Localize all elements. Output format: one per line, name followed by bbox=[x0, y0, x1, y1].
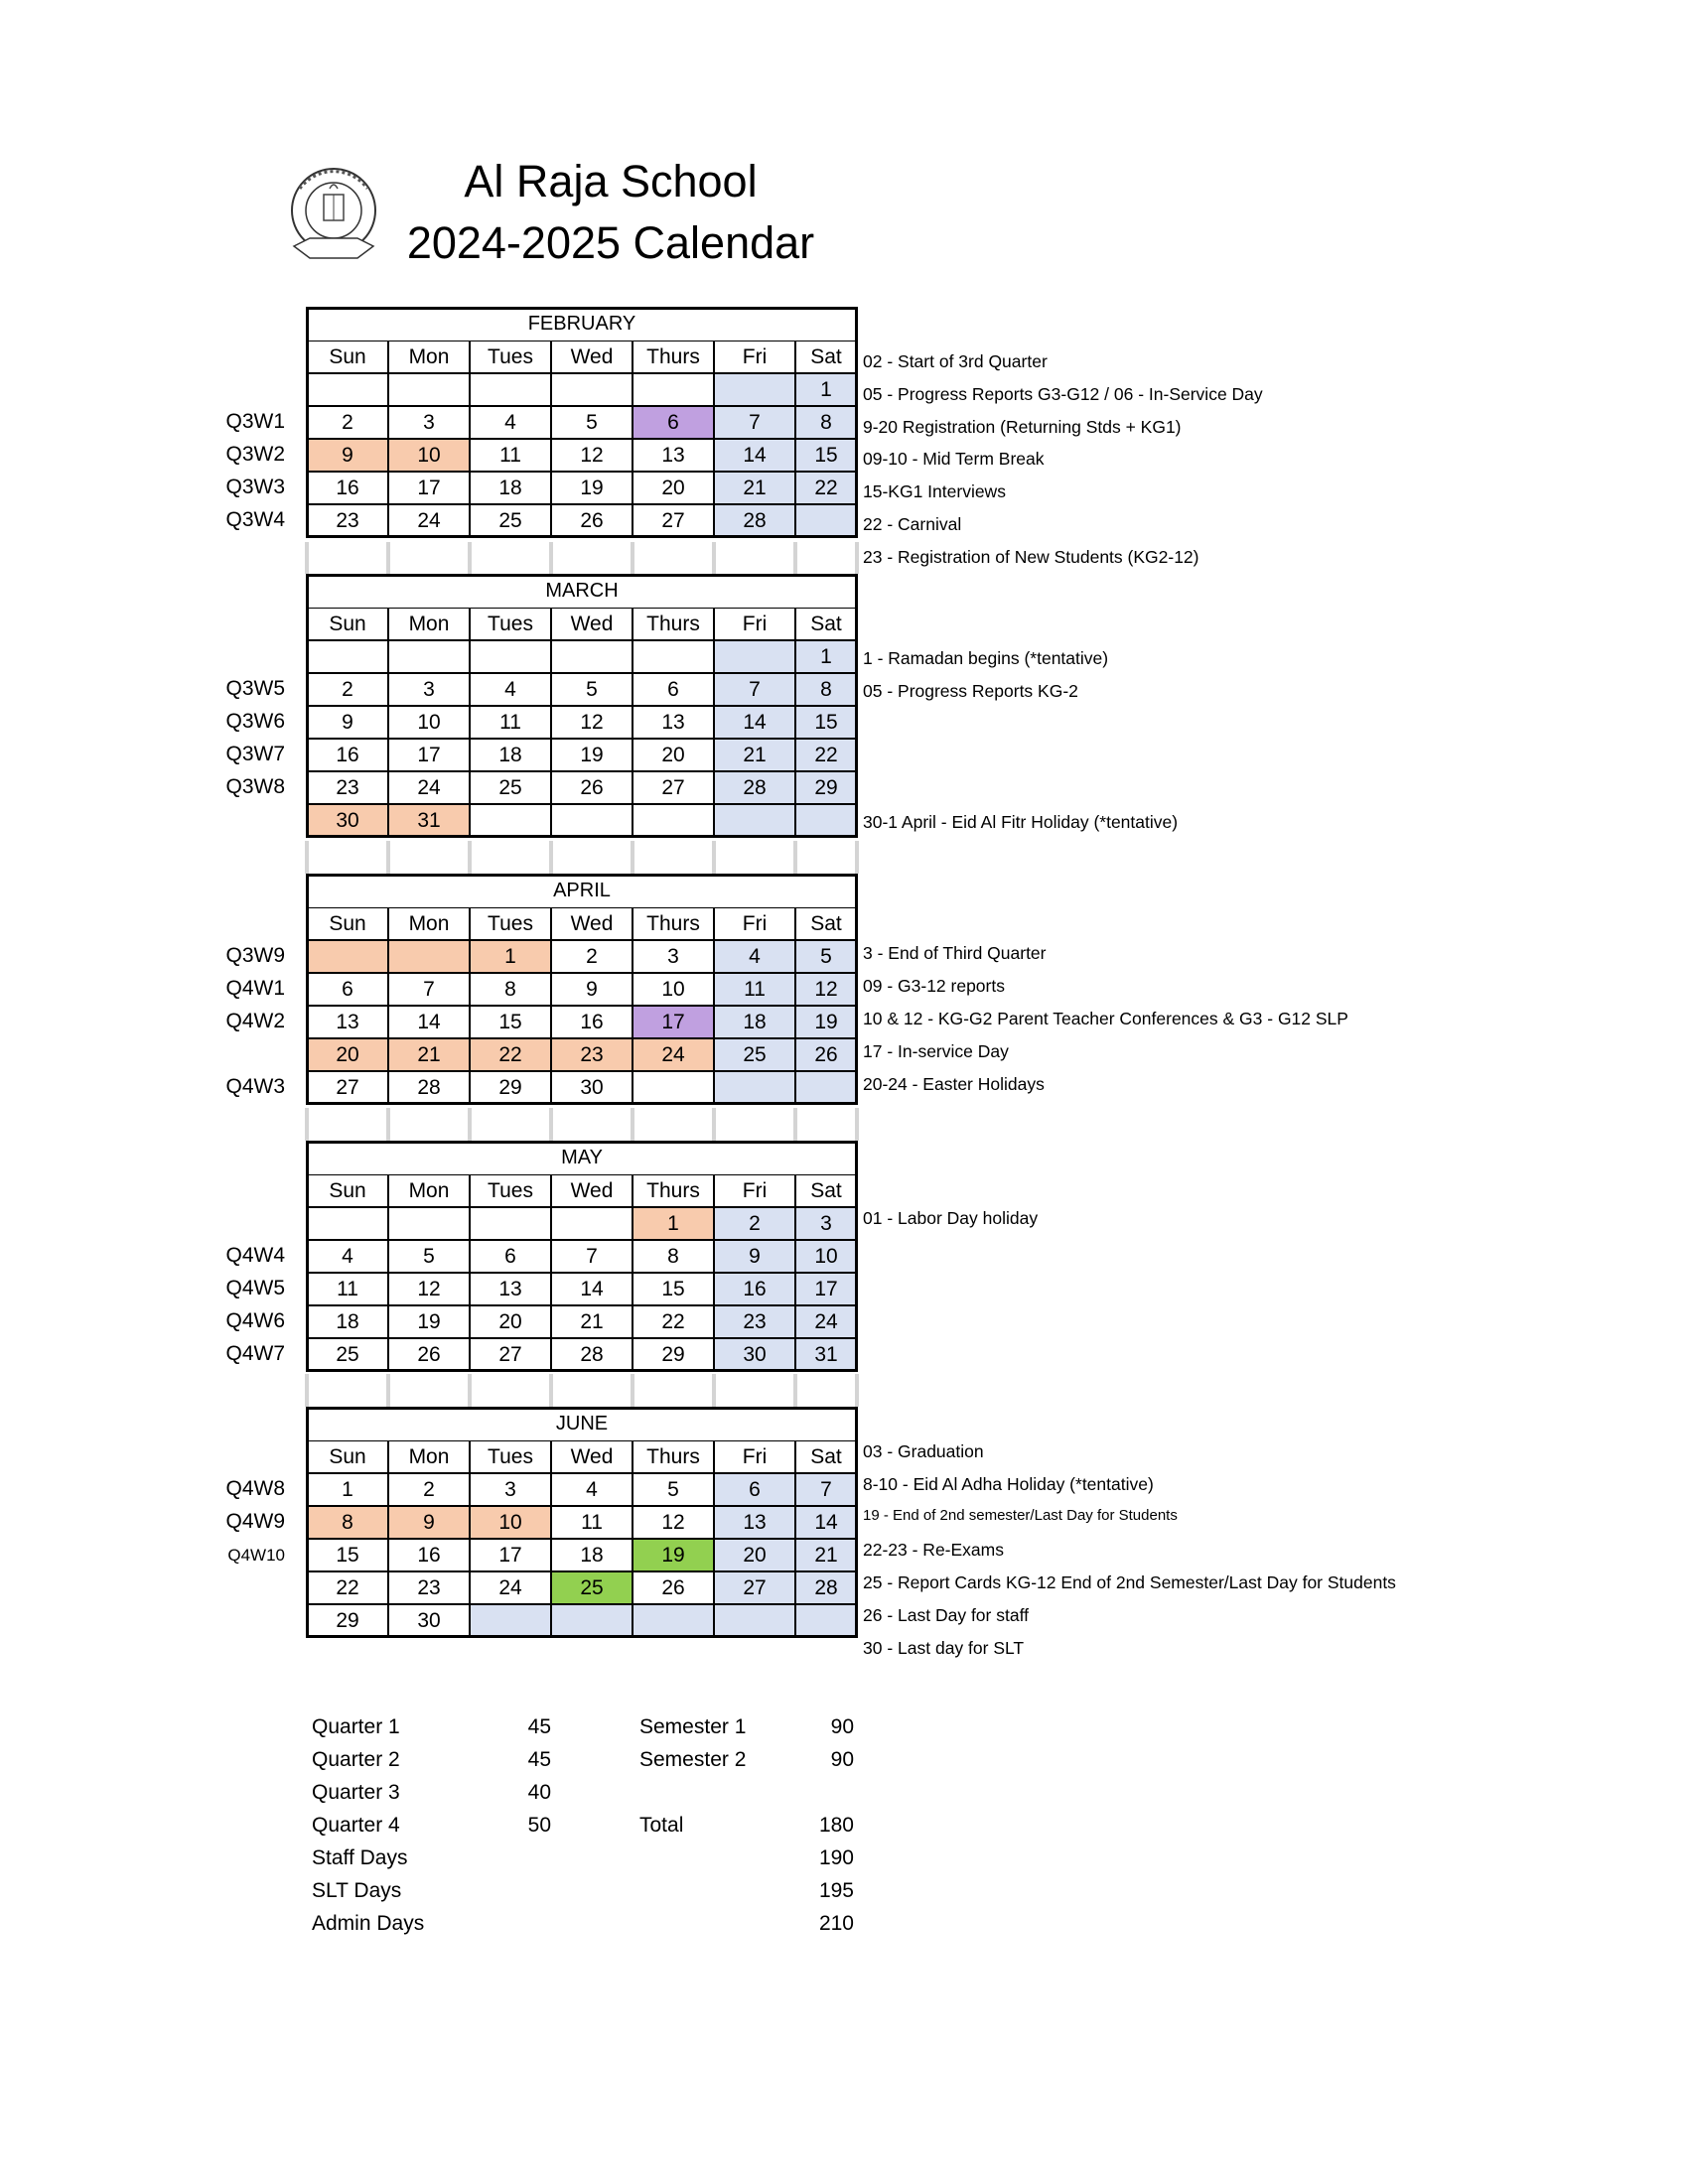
day-cell: 22 bbox=[470, 1038, 551, 1071]
day-cell: 26 bbox=[633, 1571, 714, 1604]
weekday-header: Fri bbox=[714, 907, 795, 940]
day-cell: 25 bbox=[470, 771, 551, 804]
day-cell: 28 bbox=[551, 1338, 633, 1371]
summary-label: Quarter 1 bbox=[312, 1715, 400, 1738]
month-header: JUNE bbox=[555, 1413, 609, 1434]
gap-divider bbox=[631, 841, 634, 874]
gap-divider bbox=[712, 542, 716, 574]
day-cell: 8 bbox=[795, 673, 857, 706]
day-cell: 31 bbox=[388, 804, 470, 837]
day-cell: 6 bbox=[714, 1473, 795, 1506]
weekday-header: Fri bbox=[714, 1174, 795, 1207]
day-cell: 4 bbox=[470, 673, 551, 706]
day-cell: 20 bbox=[633, 472, 714, 504]
day-cell: 4 bbox=[470, 406, 551, 439]
day-cell: 27 bbox=[714, 1571, 795, 1604]
day-cell: 19 bbox=[551, 739, 633, 771]
month-header: FEBRUARY bbox=[527, 313, 636, 335]
day-cell: 7 bbox=[714, 406, 795, 439]
day-cell: 14 bbox=[714, 439, 795, 472]
weekday-header: Tues bbox=[470, 341, 551, 373]
note-item: 15-KG1 Interviews bbox=[863, 481, 1006, 501]
day-cell: 13 bbox=[633, 706, 714, 739]
gap-divider bbox=[386, 1374, 390, 1407]
week-label: Q3W5 bbox=[225, 677, 285, 700]
note-item: 17 - In-service Day bbox=[863, 1041, 1009, 1061]
week-label: Q4W3 bbox=[225, 1075, 285, 1098]
gap-divider bbox=[305, 1374, 309, 1407]
gap-divider bbox=[386, 841, 390, 874]
day-cell: 27 bbox=[633, 504, 714, 537]
day-cell: 17 bbox=[388, 472, 470, 504]
day-cell: 19 bbox=[633, 1539, 714, 1571]
day-cell: 6 bbox=[633, 673, 714, 706]
day-cell: 24 bbox=[470, 1571, 551, 1604]
week-label: Q3W1 bbox=[225, 410, 285, 433]
day-cell: 8 bbox=[307, 1506, 388, 1539]
day-cell: 17 bbox=[795, 1273, 857, 1305]
day-cell: 6 bbox=[633, 406, 714, 439]
note-item: 09-10 - Mid Term Break bbox=[863, 449, 1045, 469]
note-item: 9-20 Registration (Returning Stds + KG1) bbox=[863, 417, 1182, 437]
summary-label: Quarter 3 bbox=[312, 1781, 400, 1804]
gap-divider bbox=[712, 841, 716, 874]
summary-label: Quarter 4 bbox=[312, 1814, 400, 1837]
day-cell: 18 bbox=[470, 472, 551, 504]
day-cell: 9 bbox=[307, 706, 388, 739]
day-cell: 24 bbox=[388, 504, 470, 537]
day-cell: 15 bbox=[307, 1539, 388, 1571]
summary-label: Semester 2 bbox=[639, 1748, 747, 1771]
day-cell: 11 bbox=[551, 1506, 633, 1539]
gap-divider bbox=[549, 1374, 553, 1407]
day-cell: 9 bbox=[388, 1506, 470, 1539]
week-label: Q3W2 bbox=[225, 443, 285, 466]
weekday-header: Wed bbox=[551, 1440, 633, 1473]
day-cell: 16 bbox=[388, 1539, 470, 1571]
summary-value: 45 bbox=[527, 1715, 551, 1738]
day-cell: 11 bbox=[714, 973, 795, 1006]
week-label: Q3W9 bbox=[225, 944, 285, 967]
day-cell: 12 bbox=[795, 973, 857, 1006]
month-frame bbox=[306, 307, 858, 538]
day-cell: 12 bbox=[551, 439, 633, 472]
summary-label: Semester 1 bbox=[639, 1715, 747, 1738]
day-cell: 25 bbox=[470, 504, 551, 537]
week-label: Q4W4 bbox=[225, 1244, 285, 1267]
gap-divider bbox=[855, 1374, 859, 1407]
day-cell: 23 bbox=[307, 771, 388, 804]
gap-divider bbox=[305, 1108, 309, 1141]
day-cell: 1 bbox=[307, 1473, 388, 1506]
day-cell: 13 bbox=[633, 439, 714, 472]
weekday-header: Sun bbox=[307, 1440, 388, 1473]
weekday-header: Thurs bbox=[633, 907, 714, 940]
weekday-header: Tues bbox=[470, 1174, 551, 1207]
day-cell: 26 bbox=[551, 771, 633, 804]
day-cell: 10 bbox=[795, 1240, 857, 1273]
month-frame bbox=[306, 1407, 858, 1638]
day-cell: 9 bbox=[307, 439, 388, 472]
note-item: 02 - Start of 3rd Quarter bbox=[863, 351, 1048, 371]
weekday-header: Thurs bbox=[633, 1174, 714, 1207]
day-cell: 28 bbox=[388, 1071, 470, 1104]
weekday-header: Mon bbox=[388, 341, 470, 373]
gap-divider bbox=[793, 1108, 797, 1141]
weekday-header: Sat bbox=[795, 907, 857, 940]
day-cell: 24 bbox=[388, 771, 470, 804]
weekday-header: Wed bbox=[551, 341, 633, 373]
weekday-header: Wed bbox=[551, 907, 633, 940]
week-label: Q4W7 bbox=[225, 1342, 285, 1365]
note-item: 19 - End of 2nd semester/Last Day for Students bbox=[863, 1507, 1178, 1524]
summary-value: 210 bbox=[818, 1912, 854, 1935]
weekday-header: Sun bbox=[307, 341, 388, 373]
note-item: 25 - Report Cards KG-12 End of 2nd Semester/Last Day for Students bbox=[863, 1572, 1396, 1592]
month-frame bbox=[306, 574, 858, 838]
summary-value: 90 bbox=[830, 1748, 854, 1771]
weekday-header: Fri bbox=[714, 1440, 795, 1473]
day-cell: 3 bbox=[633, 940, 714, 973]
day-cell: 1 bbox=[633, 1207, 714, 1240]
day-cell: 16 bbox=[307, 472, 388, 504]
day-cell: 12 bbox=[633, 1506, 714, 1539]
gap-divider bbox=[855, 841, 859, 874]
weekday-header: Thurs bbox=[633, 608, 714, 640]
week-label: Q3W8 bbox=[225, 775, 285, 798]
gap-divider bbox=[468, 542, 472, 574]
gap-divider bbox=[305, 841, 309, 874]
day-cell: 21 bbox=[795, 1539, 857, 1571]
day-cell: 24 bbox=[633, 1038, 714, 1071]
day-cell: 28 bbox=[714, 504, 795, 537]
day-cell: 29 bbox=[795, 771, 857, 804]
week-label: Q4W10 bbox=[227, 1546, 285, 1565]
day-cell: 22 bbox=[795, 739, 857, 771]
summary-value: 90 bbox=[830, 1715, 854, 1738]
day-cell: 6 bbox=[307, 973, 388, 1006]
day-cell: 30 bbox=[307, 804, 388, 837]
day-cell: 4 bbox=[307, 1240, 388, 1273]
note-item: 3 - End of Third Quarter bbox=[863, 943, 1047, 963]
gap-divider bbox=[549, 542, 553, 574]
day-cell: 19 bbox=[795, 1006, 857, 1038]
week-label: Q4W9 bbox=[225, 1510, 285, 1533]
week-label: Q4W8 bbox=[225, 1477, 285, 1500]
gap-divider bbox=[386, 1108, 390, 1141]
gap-divider bbox=[712, 1374, 716, 1407]
summary-value: 45 bbox=[527, 1748, 551, 1771]
day-cell: 24 bbox=[795, 1305, 857, 1338]
day-cell: 7 bbox=[551, 1240, 633, 1273]
day-cell: 26 bbox=[551, 504, 633, 537]
day-cell: 8 bbox=[795, 406, 857, 439]
day-cell: 14 bbox=[388, 1006, 470, 1038]
day-cell: 18 bbox=[470, 739, 551, 771]
gap-divider bbox=[305, 542, 309, 574]
summary-value: 50 bbox=[527, 1814, 551, 1837]
day-cell: 10 bbox=[470, 1506, 551, 1539]
day-cell: 30 bbox=[714, 1338, 795, 1371]
day-cell: 15 bbox=[795, 439, 857, 472]
summary-value: 180 bbox=[818, 1814, 854, 1837]
gap-divider bbox=[793, 841, 797, 874]
weekday-header: Mon bbox=[388, 608, 470, 640]
day-cell: 31 bbox=[795, 1338, 857, 1371]
weekday-header: Fri bbox=[714, 341, 795, 373]
weekday-header: Tues bbox=[470, 608, 551, 640]
day-cell: 18 bbox=[714, 1006, 795, 1038]
gap-divider bbox=[386, 542, 390, 574]
summary-value: 40 bbox=[527, 1781, 551, 1804]
weekday-header: Sat bbox=[795, 1440, 857, 1473]
day-cell: 25 bbox=[714, 1038, 795, 1071]
weekday-header: Sat bbox=[795, 608, 857, 640]
weekday-header: Wed bbox=[551, 1174, 633, 1207]
day-cell: 2 bbox=[307, 406, 388, 439]
day-cell: 9 bbox=[714, 1240, 795, 1273]
day-cell: 22 bbox=[795, 472, 857, 504]
day-cell: 17 bbox=[633, 1006, 714, 1038]
day-cell: 27 bbox=[633, 771, 714, 804]
day-cell: 21 bbox=[714, 739, 795, 771]
day-cell: 5 bbox=[795, 940, 857, 973]
note-item: 05 - Progress Reports KG-2 bbox=[863, 681, 1078, 701]
day-cell: 30 bbox=[388, 1604, 470, 1637]
weekday-header: Sun bbox=[307, 608, 388, 640]
weekday-header: Sun bbox=[307, 1174, 388, 1207]
note-item: 10 & 12 - KG-G2 Parent Teacher Conferences & G3 - G12 SLP bbox=[863, 1009, 1348, 1028]
week-label: Q3W4 bbox=[225, 508, 285, 531]
day-cell: 14 bbox=[714, 706, 795, 739]
day-cell: 4 bbox=[714, 940, 795, 973]
day-cell: 25 bbox=[307, 1338, 388, 1371]
gap-divider bbox=[549, 1108, 553, 1141]
school-name: Al Raja School bbox=[464, 156, 758, 206]
week-label: Q4W2 bbox=[225, 1010, 285, 1032]
note-item: 22-23 - Re-Exams bbox=[863, 1540, 1004, 1560]
gap-divider bbox=[855, 542, 859, 574]
month-frame bbox=[306, 874, 858, 1105]
gap-divider bbox=[468, 841, 472, 874]
week-label: Q4W1 bbox=[225, 977, 285, 1000]
day-cell: 8 bbox=[470, 973, 551, 1006]
summary-label: SLT Days bbox=[312, 1879, 402, 1902]
note-item: 23 - Registration of New Students (KG2-12) bbox=[863, 547, 1199, 567]
day-cell: 10 bbox=[388, 439, 470, 472]
week-label: Q3W7 bbox=[225, 743, 285, 765]
day-cell: 16 bbox=[714, 1273, 795, 1305]
day-cell: 21 bbox=[388, 1038, 470, 1071]
weekday-header: Thurs bbox=[633, 1440, 714, 1473]
day-cell: 30 bbox=[551, 1071, 633, 1104]
day-cell: 12 bbox=[388, 1273, 470, 1305]
day-cell: 2 bbox=[307, 673, 388, 706]
day-cell: 25 bbox=[551, 1571, 633, 1604]
week-label: Q3W3 bbox=[225, 476, 285, 498]
day-cell: 2 bbox=[714, 1207, 795, 1240]
day-cell: 14 bbox=[795, 1506, 857, 1539]
day-cell: 17 bbox=[388, 739, 470, 771]
day-cell: 3 bbox=[470, 1473, 551, 1506]
day-cell: 21 bbox=[551, 1305, 633, 1338]
gap-divider bbox=[549, 841, 553, 874]
day-cell: 29 bbox=[633, 1338, 714, 1371]
month-header: APRIL bbox=[553, 880, 611, 901]
note-item: 26 - Last Day for staff bbox=[863, 1605, 1029, 1625]
day-cell: 16 bbox=[307, 739, 388, 771]
day-cell: 13 bbox=[307, 1006, 388, 1038]
note-item: 09 - G3-12 reports bbox=[863, 976, 1005, 996]
day-cell: 7 bbox=[714, 673, 795, 706]
month-header: MAY bbox=[561, 1147, 603, 1168]
day-cell: 6 bbox=[470, 1240, 551, 1273]
day-cell: 26 bbox=[795, 1038, 857, 1071]
summary-label: Admin Days bbox=[312, 1912, 425, 1935]
day-cell: 3 bbox=[795, 1207, 857, 1240]
summary-label: Total bbox=[639, 1814, 684, 1837]
day-cell: 7 bbox=[795, 1473, 857, 1506]
note-item: 01 - Labor Day holiday bbox=[863, 1208, 1039, 1228]
day-cell: 3 bbox=[388, 406, 470, 439]
gap-divider bbox=[855, 1108, 859, 1141]
day-cell: 23 bbox=[388, 1571, 470, 1604]
day-cell: 21 bbox=[714, 472, 795, 504]
day-cell: 19 bbox=[388, 1305, 470, 1338]
day-cell: 13 bbox=[714, 1506, 795, 1539]
weekday-header: Sat bbox=[795, 1174, 857, 1207]
day-cell: 22 bbox=[633, 1305, 714, 1338]
day-cell: 18 bbox=[551, 1539, 633, 1571]
gap-divider bbox=[468, 1374, 472, 1407]
month-frame bbox=[306, 1141, 858, 1372]
day-cell: 20 bbox=[633, 739, 714, 771]
day-cell: 15 bbox=[470, 1006, 551, 1038]
weekday-header: Sat bbox=[795, 341, 857, 373]
day-cell: 10 bbox=[633, 973, 714, 1006]
day-cell: 27 bbox=[307, 1071, 388, 1104]
day-cell: 12 bbox=[551, 706, 633, 739]
day-cell: 1 bbox=[470, 940, 551, 973]
month-header: MARCH bbox=[545, 580, 619, 602]
weekday-header: Mon bbox=[388, 1440, 470, 1473]
weekday-header: Tues bbox=[470, 1440, 551, 1473]
gap-divider bbox=[793, 1374, 797, 1407]
day-cell: 17 bbox=[470, 1539, 551, 1571]
day-cell: 15 bbox=[795, 706, 857, 739]
day-cell: 23 bbox=[307, 504, 388, 537]
day-cell: 20 bbox=[714, 1539, 795, 1571]
day-cell: 13 bbox=[470, 1273, 551, 1305]
day-cell: 16 bbox=[551, 1006, 633, 1038]
note-item: 22 - Carnival bbox=[863, 514, 962, 534]
day-cell: 11 bbox=[307, 1273, 388, 1305]
summary-value: 195 bbox=[818, 1879, 854, 1902]
weekday-header: Sun bbox=[307, 907, 388, 940]
day-cell: 27 bbox=[470, 1338, 551, 1371]
day-cell: 1 bbox=[795, 640, 857, 673]
weekday-header: Mon bbox=[388, 907, 470, 940]
day-cell: 7 bbox=[388, 973, 470, 1006]
day-cell: 5 bbox=[633, 1473, 714, 1506]
calendar-title: 2024-2025 Calendar bbox=[406, 217, 815, 268]
day-cell: 8 bbox=[633, 1240, 714, 1273]
day-cell: 1 bbox=[795, 373, 857, 406]
day-cell: 11 bbox=[470, 439, 551, 472]
weekday-header: Tues bbox=[470, 907, 551, 940]
day-cell: 14 bbox=[551, 1273, 633, 1305]
note-item: 03 - Graduation bbox=[863, 1441, 984, 1461]
note-item: 30-1 April - Eid Al Fitr Holiday (*tentative) bbox=[863, 812, 1179, 832]
note-item: 1 - Ramadan begins (*tentative) bbox=[863, 648, 1109, 668]
day-cell: 19 bbox=[551, 472, 633, 504]
day-cell: 28 bbox=[714, 771, 795, 804]
day-cell: 26 bbox=[388, 1338, 470, 1371]
gap-divider bbox=[712, 1108, 716, 1141]
weekday-header: Thurs bbox=[633, 341, 714, 373]
day-cell: 20 bbox=[307, 1038, 388, 1071]
day-cell: 5 bbox=[388, 1240, 470, 1273]
day-cell: 28 bbox=[795, 1571, 857, 1604]
day-cell: 11 bbox=[470, 706, 551, 739]
day-cell: 3 bbox=[388, 673, 470, 706]
summary-value: 190 bbox=[818, 1846, 854, 1869]
note-item: 8-10 - Eid Al Adha Holiday (*tentative) bbox=[863, 1474, 1154, 1494]
week-label: Q4W5 bbox=[225, 1277, 285, 1299]
note-item: 30 - Last day for SLT bbox=[863, 1638, 1025, 1658]
day-cell: 2 bbox=[551, 940, 633, 973]
gap-divider bbox=[468, 1108, 472, 1141]
note-item: 20-24 - Easter Holidays bbox=[863, 1074, 1045, 1094]
summary-label: Quarter 2 bbox=[312, 1748, 400, 1771]
gap-divider bbox=[793, 542, 797, 574]
gap-divider bbox=[631, 542, 634, 574]
day-cell: 4 bbox=[551, 1473, 633, 1506]
week-label: Q3W6 bbox=[225, 710, 285, 733]
day-cell: 2 bbox=[388, 1473, 470, 1506]
week-label: Q4W6 bbox=[225, 1309, 285, 1332]
gap-divider bbox=[631, 1108, 634, 1141]
day-cell: 29 bbox=[307, 1604, 388, 1637]
day-cell: 9 bbox=[551, 973, 633, 1006]
day-cell: 5 bbox=[551, 406, 633, 439]
weekday-header: Mon bbox=[388, 1174, 470, 1207]
note-item: 05 - Progress Reports G3-G12 / 06 - In-Service Day bbox=[863, 384, 1263, 404]
day-cell: 23 bbox=[714, 1305, 795, 1338]
day-cell: 15 bbox=[633, 1273, 714, 1305]
weekday-header: Fri bbox=[714, 608, 795, 640]
day-cell: 18 bbox=[307, 1305, 388, 1338]
day-cell: 5 bbox=[551, 673, 633, 706]
day-cell: 29 bbox=[470, 1071, 551, 1104]
day-cell: 10 bbox=[388, 706, 470, 739]
day-cell: 22 bbox=[307, 1571, 388, 1604]
weekday-header: Wed bbox=[551, 608, 633, 640]
day-cell: 20 bbox=[470, 1305, 551, 1338]
summary-label: Staff Days bbox=[312, 1846, 408, 1869]
gap-divider bbox=[631, 1374, 634, 1407]
day-cell: 23 bbox=[551, 1038, 633, 1071]
